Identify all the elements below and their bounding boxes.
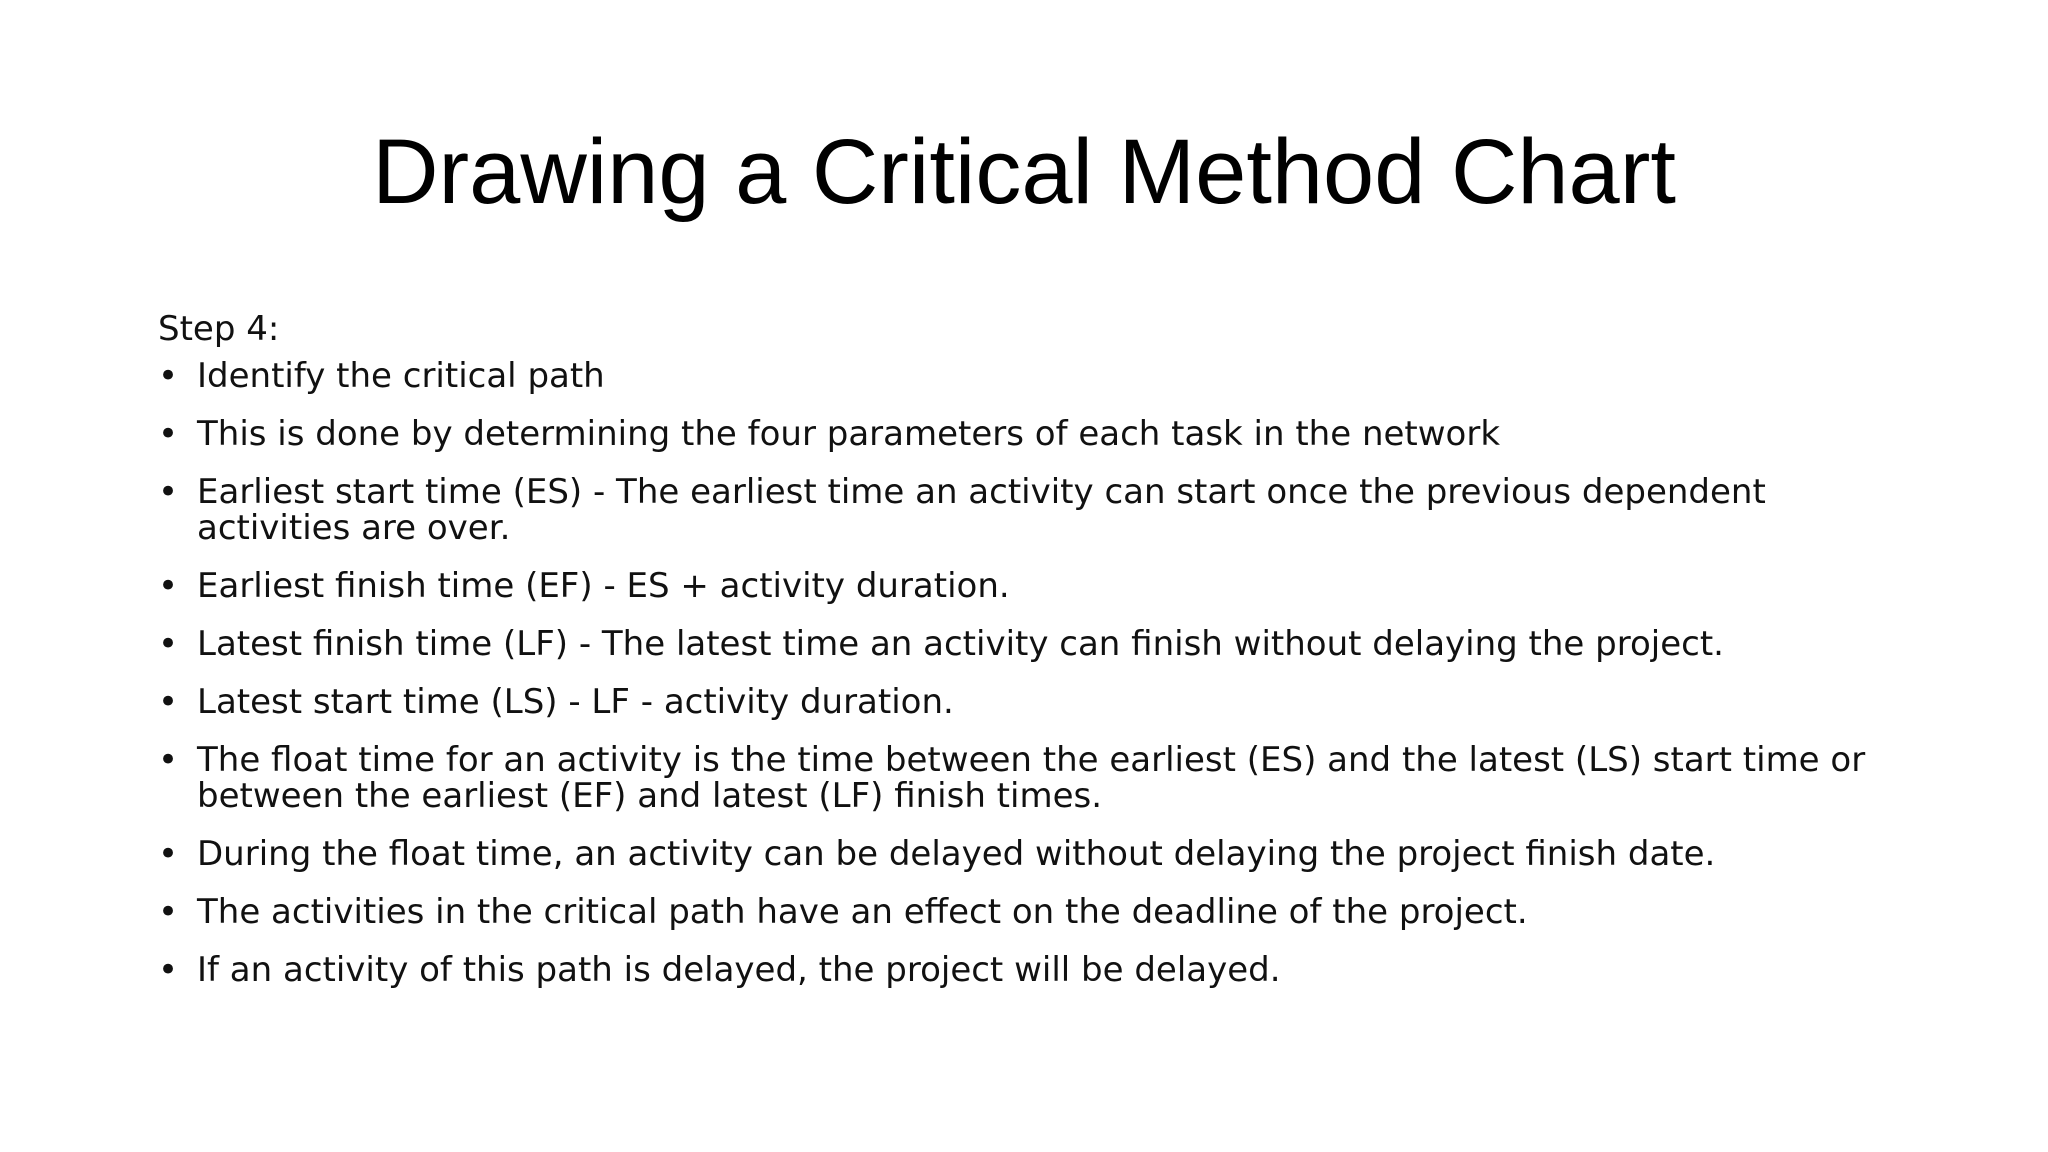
bullet-text: Latest finish time (LF) - The latest time an activity can finish without delaying the project. [197,624,1724,664]
bullet-icon: • [158,356,179,396]
bullet-text: During the float time, an activity can be delayed without delaying the project finish date. [197,834,1716,874]
step-label: Step 4: [158,309,280,349]
bullet-item [158,474,1918,546]
slide-body [158,300,1918,1010]
bullet-icon: • [158,892,179,932]
bullet-text: If an activity of this path is delayed, the project will be delayed. [197,950,1281,990]
bullet-item [158,836,1918,872]
bullet-icon: • [158,740,179,780]
bullet-text: Earliest start time (ES) - The earliest time an activity can start once the previous dependent activities are over. [197,472,1766,548]
bullet-icon: • [158,414,179,454]
bullet-icon: • [158,950,179,990]
bullet-text: Latest start time (LS) - LF - activity duration. [197,682,954,722]
bullet-item [158,742,1918,814]
bullet-item [158,358,1918,394]
bullet-text: Earliest finish time (EF) - ES + activity duration. [197,566,1010,606]
bullet-icon: • [158,834,179,874]
bullet-item [158,894,1918,930]
bullet-text: Identify the critical path [197,356,605,396]
bullet-icon: • [158,566,179,606]
bullet-icon: • [158,682,179,722]
bullet-item [158,416,1918,452]
bullet-text: The float time for an activity is the time between the earliest (ES) and the latest (LS) start time or between the earliest (EF) and latest (LF) finish times. [197,740,1866,816]
bullet-text: This is done by determining the four parameters of each task in the network [197,414,1501,454]
bullet-item [158,626,1918,662]
bullet-text: The activities in the critical path have an effect on the deadline of the project. [197,892,1528,932]
bullet-item [158,684,1918,720]
bullet-icon: • [158,472,179,512]
slide-title: Drawing a Critical Method Chart [372,121,1676,223]
bullet-icon: • [158,624,179,664]
bullet-list [158,358,1918,988]
bullet-item [158,568,1918,604]
bullet-item [158,952,1918,988]
